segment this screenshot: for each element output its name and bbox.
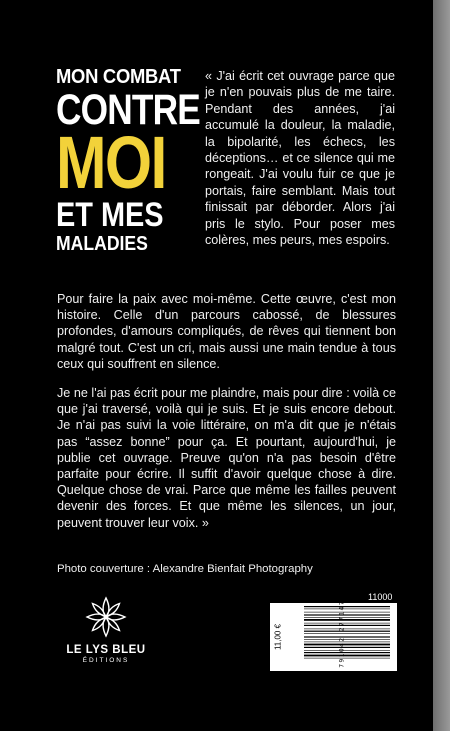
blurb-paragraph-3: Je ne l'ai pas écrit pour me plaindre, mais pour dire : voilà ce que j'ai traversé, voilà qui je suis. Et je suis encore debout. Je n'ai pas suivi la voie littéraire, on m'a dit que je n'étais pas “assez bonne” pour ça. Et pourtant, aujourd'hui, je publie cet ouvrage. Preuve qu'on n'a pas besoin d'être parfaite pour écrire. Il suffit d'avoir quelque chose à dire. Quelque chose de vrai. Parce que même les failles peuvent devenir des forces. Et que même les silences, un jour, peuvent trouver leur voix. » <box>57 386 396 530</box>
price-text: 11,00 € <box>273 623 283 651</box>
spine-edge <box>433 0 450 731</box>
isbn-digits-text: 9 791042 277147 <box>338 599 346 679</box>
publisher-name: LE LYS BLEU <box>66 644 146 656</box>
book-title <box>56 66 202 256</box>
product-code: 11000 <box>368 592 393 602</box>
isbn-barcode <box>270 599 397 679</box>
isbn-digits <box>290 599 394 679</box>
blurb-paragraph-1: « J'ai écrit cet ouvrage parce que je n'en pouvais plus de me taire. Pendant des années, j'ai accumulé la douleur, la maladie, la bipolarité, les échecs, les déceptions… et ce silence qui me rongeait. J'ai voulu fuir ce que je portais, faire semblant. Mais tout finissait par déborder. Alors j'ai pris le stylo. Pour poser mes colères, mes peurs, mes espoirs. <box>205 69 395 248</box>
title-line-3: MOI <box>56 121 166 204</box>
publisher-subtitle: ÉDITIONS <box>82 657 130 664</box>
price-label <box>270 603 286 671</box>
lily-flower-icon <box>83 594 129 640</box>
title-line-1: MON COMBAT <box>56 66 181 88</box>
title-line-4: ET MES <box>56 196 164 234</box>
blurb-paragraph-2: Pour faire la paix avec moi-même. Cette œuvre, c'est mon histoire. Celle d'un parcours cabossé, de blessures profondes, d'amours compliqués, de rêves qui tiennent bon malgré tout. C'est un cri, mais aussi une main tendue à tous ceux qui souffrent en silence. <box>57 292 396 371</box>
title-line-5: MALADIES <box>56 233 148 255</box>
photo-credit: Photo couverture : Alexandre Bienfait Photography <box>57 563 313 575</box>
publisher-logo <box>66 594 146 694</box>
title-line-2: CONTRE <box>56 86 200 134</box>
barcode-bar <box>304 606 390 607</box>
